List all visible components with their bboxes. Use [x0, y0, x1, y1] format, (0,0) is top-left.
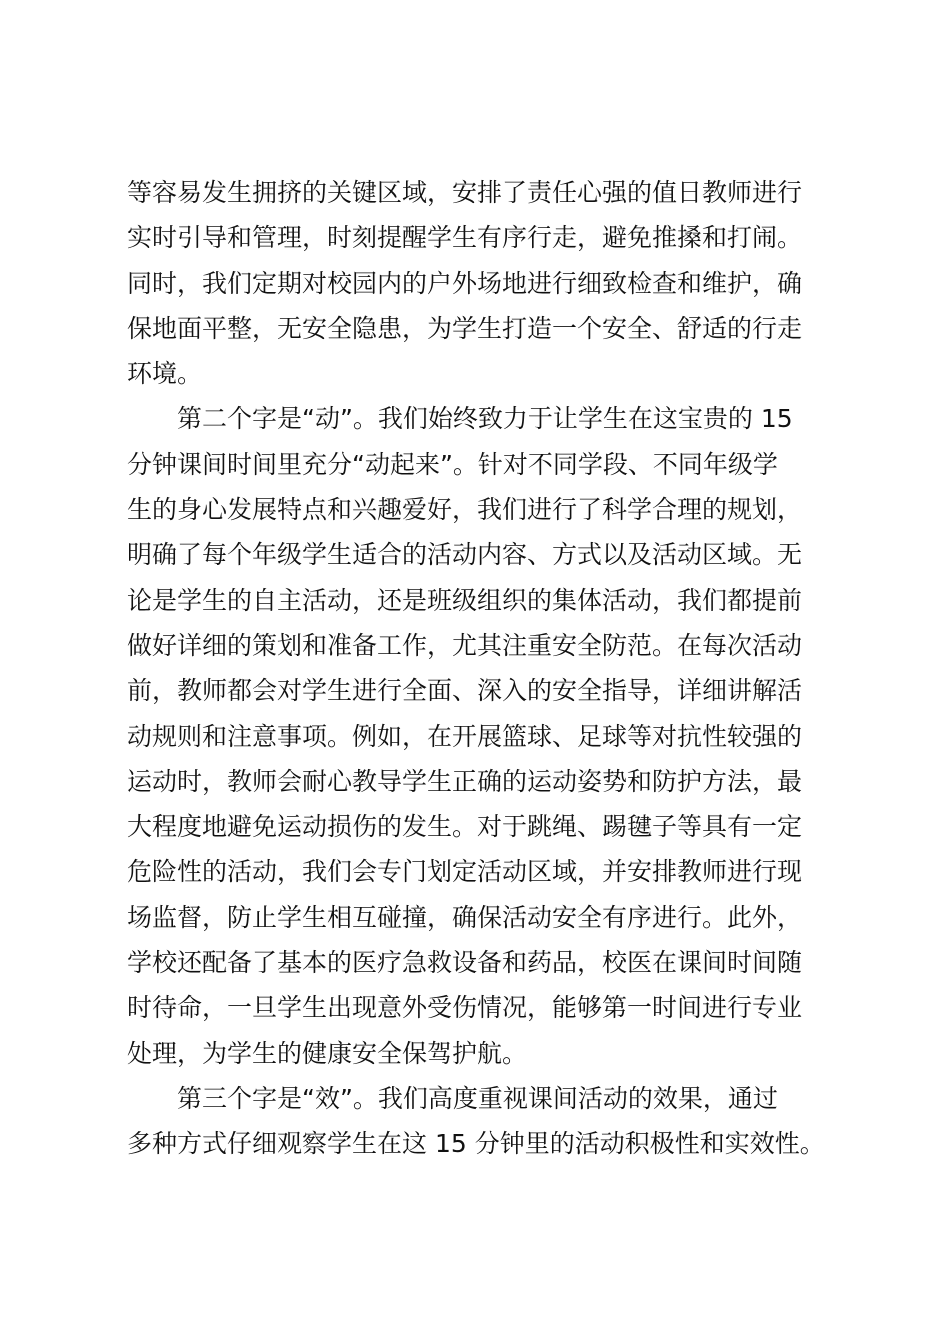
text-line: 处理，为学生的健康安全保驾护航。	[127, 1038, 528, 1068]
text-line: 大程度地避免运动损伤的发生。对于跳绳、踢毽子等具有一定	[127, 812, 803, 842]
text-line: 前，教师都会对学生进行全面、深入的安全指导，详细讲解活	[127, 676, 803, 706]
paragraph-3	[127, 1076, 839, 1167]
text-line: 第二个字是“动”。我们始终致力于让学生在这宝贵的 15	[177, 404, 793, 434]
text-line: 时待命，一旦学生出现意外受伤情况，能够第一时间进行专业	[127, 993, 803, 1023]
text-line: 第三个字是“效”。我们高度重视课间活动的效果，通过	[177, 1083, 778, 1113]
text-line: 多种方式仔细观察学生在这 15 分钟里的活动积极性和实效性。	[127, 1129, 825, 1159]
text-line: 分钟课间时间里充分“动起来”。针对不同学段、不同年级学	[127, 449, 778, 479]
text-line: 危险性的活动，我们会专门划定活动区域，并安排教师进行现	[127, 857, 803, 887]
text-line: 动规则和注意事项。例如，在开展篮球、足球等对抗性较强的	[127, 721, 803, 751]
text-line: 等容易发生拥挤的关键区域，安排了责任心强的值日教师进行	[127, 178, 803, 207]
text-line: 论是学生的自主活动，还是班级组织的集体活动，我们都提前	[127, 585, 803, 615]
text-line: 做好详细的策划和准备工作，尤其注重安全防范。在每次活动	[127, 630, 803, 660]
text-line: 学校还配备了基本的医疗急救设备和药品，校医在课间时间随	[127, 948, 803, 978]
document-body	[127, 170, 839, 1167]
text-line: 生的身心发展特点和兴趣爱好，我们进行了科学合理的规划，	[127, 495, 803, 525]
text-line: 同时，我们定期对校园内的户外场地进行细致检查和维护，确	[127, 268, 803, 298]
paragraph-2	[127, 396, 839, 1075]
text-line: 运动时，教师会耐心教导学生正确的运动姿势和防护方法，最	[127, 766, 803, 796]
text-line: 实时引导和管理，时刻提醒学生有序行走，避免推搡和打闹。	[127, 223, 803, 253]
text-line: 环境。	[127, 359, 203, 389]
text-line: 明确了每个年级学生适合的活动内容、方式以及活动区域。无	[127, 540, 803, 570]
paragraph-1	[127, 170, 839, 396]
text-line: 保地面平整，无安全隐患，为学生打造一个安全、舒适的行走	[127, 313, 803, 343]
text-line: 场监督，防止学生相互碰撞，确保活动安全有序进行。此外，	[127, 902, 803, 932]
